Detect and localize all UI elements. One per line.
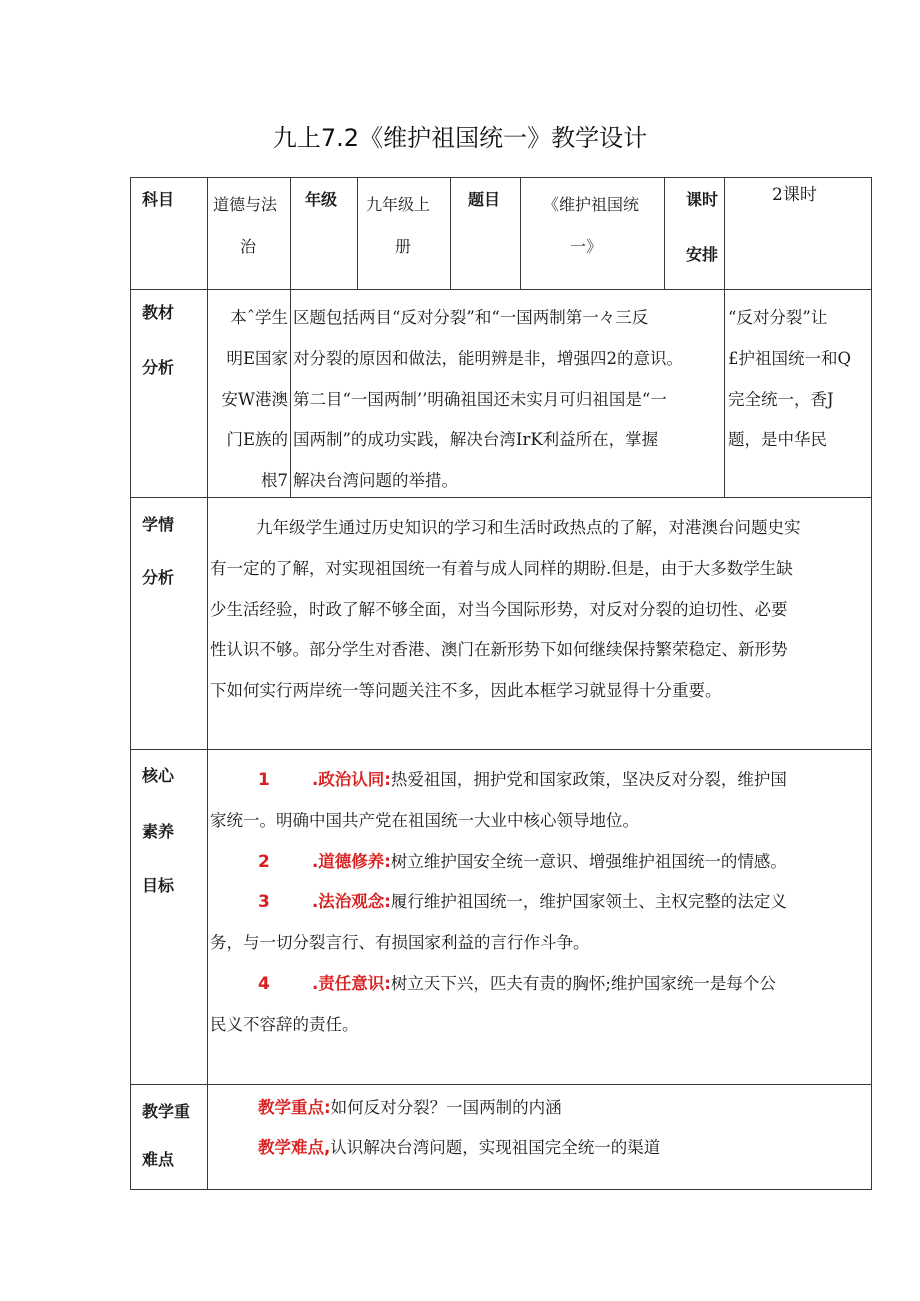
textbook-col-c	[728, 298, 870, 461]
goal-number: 2	[258, 851, 270, 872]
goal-number: 3	[258, 892, 270, 913]
text-line: 完全统一，香J	[728, 389, 834, 409]
text-line: 第二目“一国两制’’明确祖国还未实月可归祖国是“一	[293, 389, 667, 409]
goal-item	[210, 842, 870, 883]
table-divider	[130, 289, 872, 290]
goal-text: 树立维护国安全统一意识、增强维护祖国统一的情感。	[390, 851, 787, 871]
table-divider	[664, 177, 665, 290]
goal-heading: .法治观念:	[312, 892, 391, 912]
text-line: 门E族的	[226, 430, 288, 450]
text-line: 九年级学生通过历史知识的学习和生活时政热点的了解，对港澳台问题史实	[256, 518, 801, 537]
subject-label: 科目	[142, 190, 175, 209]
table-divider	[450, 177, 451, 290]
goal-item	[210, 882, 870, 923]
grade-value: 九年级上	[366, 195, 431, 214]
text-line: 少生活经验，时政了解不够全面，对当今国际形势，对反对分裂的迫切性、必要	[210, 599, 788, 619]
text-line: 明E国家	[226, 348, 288, 368]
goal-text: 热爱祖国，拥护党和国家政策，坚决反对分裂，维护国	[390, 770, 787, 789]
hours-value: 2课时	[772, 185, 817, 205]
goal-text: 树立天下兴，匹夫有责的胸怀;维护国家统一是每个公	[390, 973, 776, 993]
goal-continuation: 家统一。明确中国共产党在祖国统一大业中核心领导地位。	[210, 810, 639, 830]
focus-heading: 教学重点:	[258, 1098, 331, 1117]
goal-number: 1	[258, 770, 270, 790]
text-line: 题，是中华民	[728, 430, 827, 450]
learning-label: 分析	[142, 568, 175, 587]
core-label: 素养	[142, 822, 175, 841]
text-line: 解决台湾问题的举措。	[293, 471, 458, 491]
core-goals	[210, 760, 870, 1046]
topic-value: 一》	[570, 237, 603, 256]
difficulty-text: 认识解决台湾问题，实现祖国完全统一的渠道	[330, 1138, 661, 1157]
text-line: 下如何实行两岸统一等问题关注不多，因此本框学习就显得十分重要。	[210, 681, 722, 701]
text-line: 对分裂的原因和做法，能明辨是非，增强四2的意识。	[293, 348, 683, 368]
text-line: 安W港澳	[221, 389, 288, 409]
grade-label: 年级	[305, 190, 338, 209]
goal-heading: .道德修养:	[312, 851, 391, 871]
focus-line	[210, 1088, 870, 1128]
table-border	[130, 1189, 872, 1190]
topic-label: 题目	[468, 190, 501, 209]
key-label: 难点	[142, 1150, 175, 1169]
goal-heading: .政治认同:	[312, 770, 391, 789]
learning-label: 学情	[142, 515, 175, 534]
core-label: 核心	[142, 766, 175, 785]
subject-value: 治	[240, 237, 257, 256]
text-line: 根7	[261, 471, 288, 491]
key-points	[210, 1088, 870, 1168]
page-title: 九上7.2《维护祖国统一》教学设计	[272, 124, 648, 152]
text-line: 有一定的了解，对实现祖国统一有着与成人同样的期盼.但是，由于大多数学生缺	[210, 558, 793, 578]
core-label: 目标	[142, 876, 175, 895]
goal-continuation: 民义不容辞的责任。	[210, 1014, 359, 1034]
text-line: 国两制”的成功实践，解决台湾IrK利益所在，掌握	[293, 430, 659, 450]
goal-heading: .责任意识:	[312, 973, 391, 993]
textbook-label: 分析	[142, 358, 175, 377]
table-divider	[724, 177, 725, 498]
grade-value: 册	[395, 237, 412, 256]
textbook-label: 教材	[142, 303, 175, 322]
table-divider	[130, 749, 872, 750]
goal-item	[210, 964, 870, 1005]
difficulty-line	[210, 1128, 870, 1168]
hours-label: 课时	[686, 190, 719, 209]
text-line: “反对分裂”让	[728, 308, 828, 327]
table-divider	[130, 1084, 872, 1085]
table-divider	[290, 177, 291, 498]
table-border	[130, 177, 131, 1190]
topic-value: 《维护祖国统	[543, 195, 640, 214]
subject-value: 道德与法	[213, 195, 278, 214]
hours-label: 安排	[686, 245, 719, 264]
text-line: 区题包括两目“反对分裂”和“一国两制第一々三反	[293, 308, 649, 327]
table-border	[871, 177, 872, 1190]
focus-text: 如何反对分裂？一国两制的内涵	[330, 1098, 562, 1117]
goal-text: 履行维护祖国统一，维护国家领土、主权完整的法定义	[390, 892, 787, 912]
key-label: 教学重	[142, 1102, 191, 1121]
text-line: £护祖国统一和Q	[728, 348, 852, 368]
table-divider	[520, 177, 521, 290]
textbook-col-b	[293, 298, 723, 502]
goal-continuation: 务，与一切分裂言行、有损国家利益的言行作斗争。	[210, 933, 590, 953]
table-border	[130, 177, 872, 178]
difficulty-heading: 教学难点,	[258, 1138, 331, 1157]
learning-text	[210, 508, 870, 712]
textbook-col-a	[210, 298, 288, 502]
goal-number: 4	[258, 973, 270, 994]
text-line: 本ˆ学生	[230, 308, 288, 327]
table-divider	[357, 177, 358, 290]
goal-item	[210, 760, 870, 801]
table-divider	[207, 177, 208, 1190]
text-line: 性认识不够。部分学生对香港、澳门在新形势下如何继续保持繁荣稳定、新形势	[210, 640, 788, 660]
